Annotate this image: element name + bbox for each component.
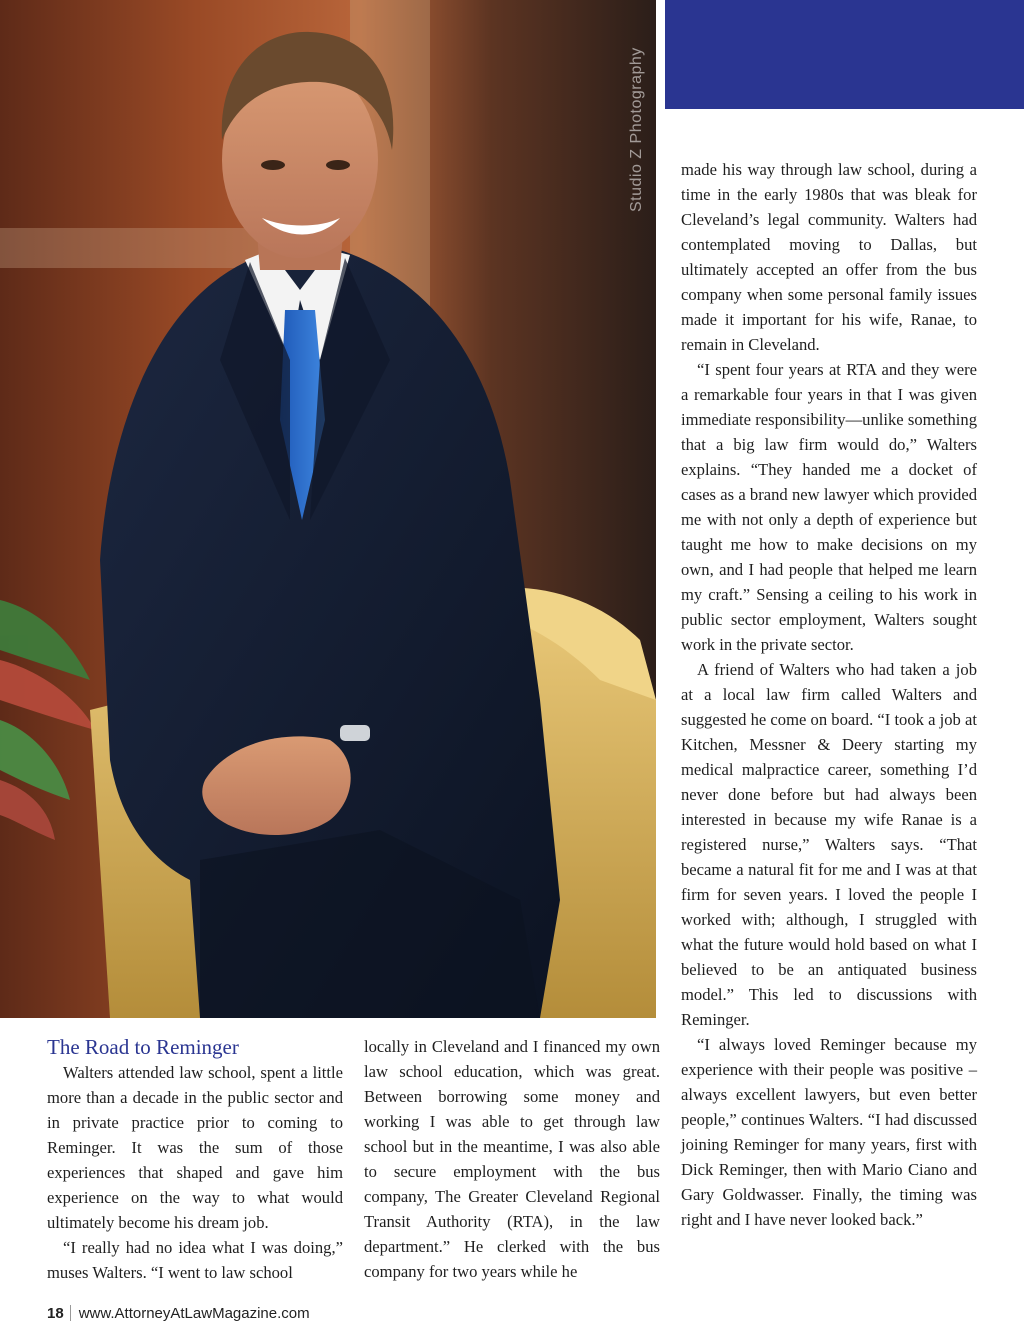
photo-credit: Studio Z Photography	[628, 47, 645, 213]
footer-url[interactable]: www.AttorneyAtLawMagazine.com	[78, 1305, 310, 1322]
article-column-middle	[364, 1034, 660, 1284]
article-column-left	[47, 1060, 343, 1285]
header-color-block	[665, 0, 1024, 109]
section-heading: The Road to Reminger	[47, 1035, 239, 1059]
article-column-right	[681, 157, 977, 1232]
paragraph: locally in Cleveland and I financed my own law school education, which was great. Between borrowing some money and working I was able to get through law school but in the meantime, I was also able to secure employment with the bus company, The Greater Cleveland Regional Transit Authority (RTA), in the law department.” He clerked with the bus company for two years while he	[364, 1037, 660, 1281]
paragraph: “I spent four years at RTA and they were a remarkable four years in that I was given immediate responsibility—unlike something that a big law firm would do,” Walters explains. “They handed me a docket of cases as a brand new lawyer which provided me with not only a depth of experience but taught me how to make decisions on my own, and I had people that helped me learn my craft.” Sensing a ceiling to his work in public sector employment, Walters sought work in the private sector.	[681, 360, 977, 654]
page-number: 18	[47, 1305, 64, 1322]
paragraph: “I really had no idea what I was doing,” muses Walters. “I went to law school	[47, 1238, 343, 1282]
paragraph: “I always loved Reminger because my experience with their people was positive – always excellent lawyers, but even better people,” continues Walters. “I had discussed joining Reminger for many years, first with Dick Reminger, then with Mario Ciano and Gary Goldwasser. Finally, the timing was right and I have never looked back.”	[681, 1035, 977, 1229]
paragraph: Walters attended law school, spent a little more than a decade in the public sector and in private practice prior to coming to Reminger. It was the sum of those experiences that shaped and gave him experience on the way to what would ultimately become his dream job.	[47, 1063, 343, 1232]
portrait-photo	[0, 0, 656, 1018]
footer-divider	[70, 1305, 71, 1321]
paragraph: made his way through law school, during a time in the early 1980s that was bleak for Cleveland’s legal community. Walters had contemplated moving to Dallas, but ultimately accepted an offer from the bus company when some personal family issues made it important for his wife, Ranae, to remain in Cleveland.	[681, 160, 977, 354]
page-footer	[47, 1303, 310, 1325]
portrait-illustration	[0, 0, 656, 1018]
paragraph: A friend of Walters who had taken a job at a local law firm called Walters and suggested he come on board. “I took a job at Kitchen, Messner & Deery starting my medical malpractice career, something I’d never done before but had always been interested in because my wife Ranae is a registered nurse,” Walters says. “That became a natural fit for me and I was at that firm for seven years. I loved the people I worked with; although, I struggled with what the future would hold based on what I believed to be an antiquated business model.” This led to discussions with Reminger.	[681, 660, 977, 1029]
